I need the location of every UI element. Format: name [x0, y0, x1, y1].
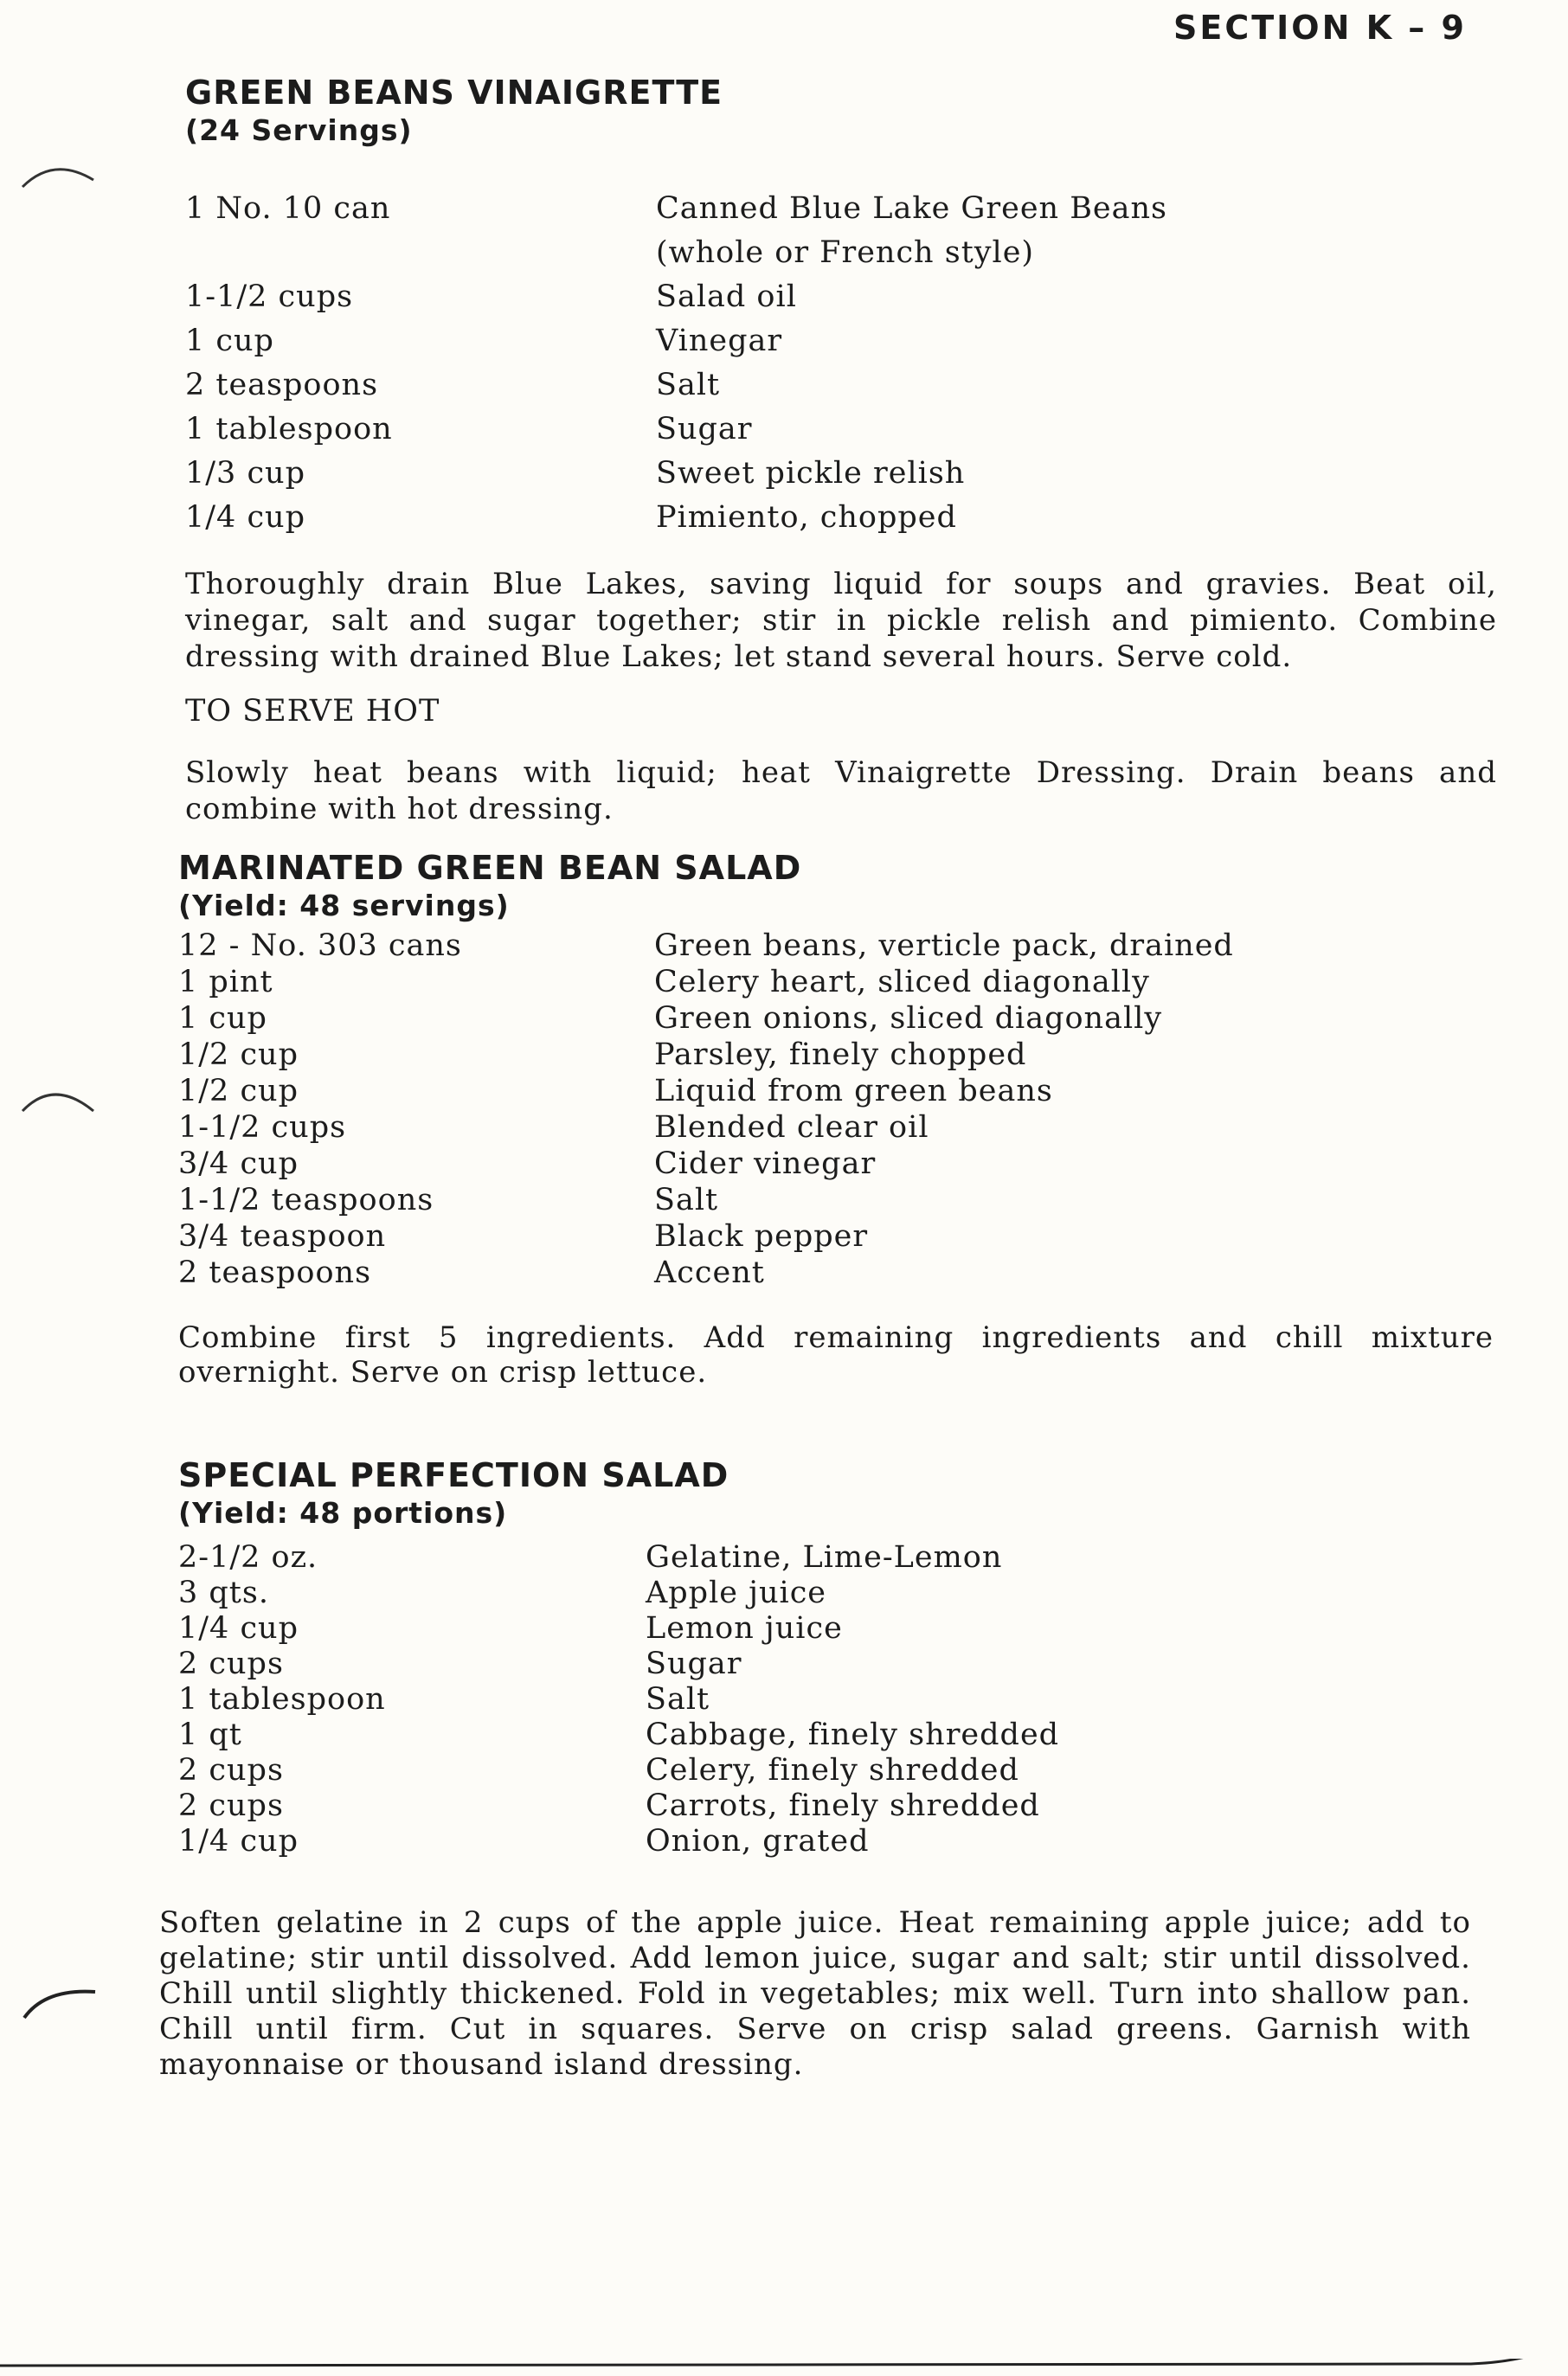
- ingredient-name: (whole or French style): [656, 235, 1035, 270]
- ingredient-name: Salad oil: [656, 279, 797, 314]
- ingredient-quantity: 3/4 teaspoon: [178, 1219, 387, 1254]
- ingredient-row: [178, 1540, 1476, 1576]
- ingredient-name: Onion, grated: [646, 1824, 870, 1859]
- recipe-title: MARINATED GREEN BEAN SALAD: [178, 849, 802, 887]
- ingredient-name: Salt: [654, 1183, 719, 1217]
- ingredient-quantity: 1/4 cup: [178, 1824, 299, 1859]
- ingredient-row: [185, 187, 1497, 231]
- ingredient-quantity: 12 - No. 303 cans: [178, 928, 462, 963]
- recipe-yield: (24 Servings): [185, 113, 413, 147]
- ingredient-row: [178, 1611, 1476, 1647]
- ingredient-name: Parsley, finely chopped: [654, 1037, 1027, 1072]
- ingredient-row: [185, 496, 1497, 540]
- ingredient-name: Carrots, finely shredded: [646, 1788, 1040, 1823]
- ingredient-quantity: 1/2 cup: [178, 1037, 299, 1072]
- ingredient-row: [178, 1109, 1497, 1146]
- ingredient-quantity: 1 No. 10 can: [185, 191, 391, 226]
- ingredient-row: [178, 1682, 1476, 1718]
- ingredient-name: Sweet pickle relish: [656, 456, 966, 491]
- serve-hot-directions: Slowly heat beans with liquid; heat Vinaigrette Dressing. Drain beans and combine with hot dressing.: [185, 755, 1497, 826]
- section-label: SECTION K – 9: [1173, 9, 1467, 47]
- ingredient-name: Canned Blue Lake Green Beans: [656, 191, 1168, 226]
- binder-hole-mark-bottom: [19, 1981, 97, 2033]
- binder-hole-mark-middle: [19, 1076, 97, 1128]
- ingredient-quantity: 1/3 cup: [185, 456, 306, 491]
- ingredient-row: [178, 1576, 1476, 1611]
- ingredient-quantity: 1 tablespoon: [178, 1682, 386, 1717]
- ingredient-quantity: 2-1/2 oz.: [178, 1540, 318, 1575]
- ingredient-row: [185, 452, 1497, 496]
- ingredient-row: [178, 1000, 1497, 1037]
- ingredient-list: [178, 928, 1497, 1291]
- ingredient-row: [178, 1073, 1497, 1109]
- recipe-green-beans-vinaigrette: [185, 73, 1497, 540]
- ingredient-row: [185, 363, 1497, 408]
- page-bottom-edge: [0, 2359, 1568, 2372]
- ingredient-name: Green beans, verticle pack, drained: [654, 928, 1234, 963]
- ingredient-row: [178, 1824, 1476, 1859]
- ingredient-quantity: 2 teaspoons: [178, 1255, 372, 1290]
- ingredient-name: Black pepper: [654, 1219, 869, 1254]
- recipe-marinated-green-bean-salad: [178, 848, 1497, 1291]
- ingredient-row: [178, 1146, 1497, 1182]
- recipe-directions: Combine first 5 ingredients. Add remaining ingredients and chill mixture overnight. Serve on crisp lettuce.: [178, 1320, 1494, 1390]
- ingredient-row: [178, 928, 1497, 964]
- ingredient-row: [178, 964, 1497, 1000]
- ingredient-quantity: 1 qt: [178, 1718, 242, 1752]
- ingredient-name: Cabbage, finely shredded: [646, 1718, 1060, 1752]
- ingredient-name: Cider vinegar: [654, 1146, 877, 1181]
- ingredient-name: Apple juice: [646, 1576, 827, 1610]
- ingredient-quantity: 2 cups: [178, 1788, 284, 1823]
- ingredient-name: Vinegar: [656, 324, 783, 358]
- recipe-yield: (Yield: 48 servings): [178, 889, 510, 922]
- ingredient-quantity: 1 cup: [178, 1001, 267, 1036]
- ingredient-row: [178, 1218, 1497, 1255]
- ingredient-quantity: 1/2 cup: [178, 1074, 299, 1108]
- ingredient-name: Pimiento, chopped: [656, 500, 957, 535]
- ingredient-list: [178, 1540, 1476, 1859]
- ingredient-row: [178, 1788, 1476, 1824]
- ingredient-name: Sugar: [646, 1647, 742, 1681]
- binder-hole-mark-top: [19, 154, 97, 206]
- ingredient-name: Lemon juice: [646, 1611, 843, 1646]
- ingredient-quantity: 1 cup: [185, 324, 274, 358]
- ingredient-list: [185, 187, 1497, 540]
- ingredient-name: Green onions, sliced diagonally: [654, 1001, 1163, 1036]
- ingredient-quantity: 2 cups: [178, 1647, 284, 1681]
- ingredient-row: [178, 1037, 1497, 1073]
- ingredient-name: Blended clear oil: [654, 1110, 929, 1145]
- ingredient-row: [185, 319, 1497, 363]
- ingredient-row: [178, 1718, 1476, 1753]
- ingredient-row: [178, 1182, 1497, 1218]
- ingredient-quantity: 1/4 cup: [185, 500, 306, 535]
- ingredient-quantity: 2 cups: [178, 1753, 284, 1788]
- ingredient-quantity: 1 tablespoon: [185, 412, 393, 446]
- recipe-yield: (Yield: 48 portions): [178, 1496, 508, 1530]
- ingredient-name: Celery, finely shredded: [646, 1753, 1019, 1788]
- ingredient-quantity: [185, 231, 656, 275]
- ingredient-row: [185, 231, 1497, 275]
- ingredient-row: [185, 275, 1497, 319]
- recipe-directions: Thoroughly drain Blue Lakes, saving liquid for soups and gravies. Beat oil, vinegar, salt and sugar together; stir in pickle relish and pimiento. Combine dressing with drained Blue Lakes; let stand several hours. Serve cold.: [185, 567, 1497, 674]
- ingredient-quantity: 1-1/2 teaspoons: [178, 1183, 434, 1217]
- recipe-directions: Soften gelatine in 2 cups of the apple juice. Heat remaining apple juice; add to gelatine; stir until dissolved. Add lemon juice, sugar and salt; stir until dissolved. Chill until slightly thickened. Fold in vegetables; mix well. Turn into shallow pan. Chill until firm. Cut in squares. Serve on crisp salad greens. Garnish with mayonnaise or thousand island dressing.: [159, 1905, 1471, 2082]
- ingredient-name: Accent: [654, 1255, 765, 1290]
- recipe-special-perfection-salad: [178, 1455, 1476, 1859]
- serve-hot-heading: TO SERVE HOT: [185, 694, 440, 729]
- ingredient-row: [178, 1255, 1497, 1291]
- ingredient-name: Gelatine, Lime-Lemon: [646, 1540, 1003, 1575]
- ingredient-row: [178, 1647, 1476, 1682]
- ingredient-quantity: 1/4 cup: [178, 1611, 299, 1646]
- ingredient-quantity: 2 teaspoons: [185, 368, 379, 402]
- ingredient-quantity: 1-1/2 cups: [185, 279, 354, 314]
- recipe-title: GREEN BEANS VINAIGRETTE: [185, 74, 723, 112]
- ingredient-quantity: 1 pint: [178, 965, 273, 999]
- ingredient-name: Celery heart, sliced diagonally: [654, 965, 1150, 999]
- ingredient-name: Salt: [646, 1682, 710, 1717]
- ingredient-name: Sugar: [656, 412, 753, 446]
- ingredient-quantity: 3 qts.: [178, 1576, 269, 1610]
- ingredient-row: [185, 408, 1497, 452]
- ingredient-name: Liquid from green beans: [654, 1074, 1053, 1108]
- ingredient-quantity: 1-1/2 cups: [178, 1110, 347, 1145]
- ingredient-name: Salt: [656, 368, 721, 402]
- ingredient-quantity: 3/4 cup: [178, 1146, 299, 1181]
- recipe-title: SPECIAL PERFECTION SALAD: [178, 1456, 729, 1494]
- ingredient-row: [178, 1753, 1476, 1788]
